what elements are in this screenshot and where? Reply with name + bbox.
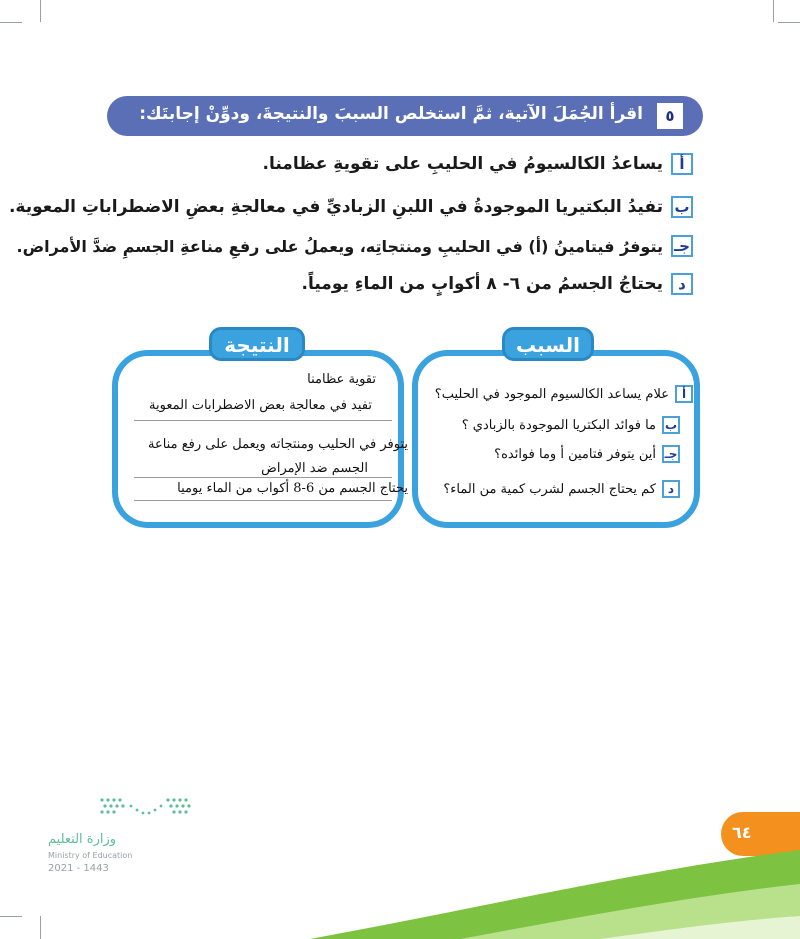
crop-mark: [778, 22, 800, 23]
question-header: [107, 96, 703, 136]
crop-mark: [0, 22, 22, 23]
cause-item: [435, 383, 693, 405]
crop-mark: [40, 0, 41, 22]
question-number: ٥: [657, 103, 683, 129]
crop-mark: [773, 0, 774, 22]
page-number: ٦٤: [732, 823, 752, 842]
cause-text: كم يحتاج الجسم لشرب كمية من الماء؟: [443, 481, 656, 497]
ministry-name-ar: وزارة التعليم: [48, 832, 117, 847]
cause-frame: [412, 350, 700, 528]
sentence-text: يحتاجُ الجسمُ من ٦- ٨ أكوابٍ من الماءِ يومياً.: [301, 274, 663, 294]
cause-title: السبب: [502, 327, 594, 361]
question-instruction: اقرأ الجُمَلَ الآتية، ثمَّ استخلص السببَ والنتيجةَ، ودوِّنْ إجابتَك:: [139, 104, 643, 124]
sentence-label: أ: [671, 153, 693, 175]
sentence-label: د: [671, 273, 693, 295]
cause-text: علام يساعد الكالسيوم الموجود في الحليب؟: [434, 386, 669, 402]
cause-item: [462, 414, 680, 436]
effect-underline: [134, 500, 392, 501]
sentence-text: تفيدُ البكتيريا الموجودةُ في اللبنِ الزباديِّ في معالجةِ بعضِ الاضطراباتِ المعوية.: [8, 197, 663, 217]
sentence-item: [9, 193, 693, 221]
cause-text: أين يتوفر فتامين أ وما فوائده؟: [494, 446, 656, 462]
effect-underline: [134, 420, 392, 421]
effect-line: تقوية عظامنا: [307, 372, 376, 387]
decorative-swoosh: [0, 850, 800, 939]
cause-label: د: [662, 480, 680, 498]
effect-title: النتيجة: [209, 327, 305, 361]
sentence-text: يتوفرُ فيتامينُ (أ) في الحليبِ ومنتجاتِه، ويعملُ على رفعِ مناعةِ الجسمِ ضدَّ الأمراض.: [16, 236, 663, 256]
effect-line: تفيد في معالجة بعض الاضطرابات المعوية: [149, 398, 372, 413]
sentence-text: يساعدُ الكالسيومُ في الحليبِ على تقويةِ عظامنا.: [262, 154, 663, 174]
cause-text: ما فوائد البكتريا الموجودة بالزبادي ؟: [461, 417, 656, 433]
effect-underline: [134, 477, 392, 478]
sentence-label: جـ: [671, 235, 693, 257]
effect-line: يحتاج الجسم من 6-8 أكواب من الماء يوميا: [177, 481, 408, 496]
ministry-name-en: Ministry of Education: [48, 851, 133, 860]
sentence-item: [263, 150, 693, 178]
cause-label: أ: [675, 385, 693, 403]
effect-line: الجسم ضد الإمراض: [261, 461, 368, 476]
sentence-label: ب: [671, 196, 693, 218]
cause-label: ب: [662, 416, 680, 434]
cause-item: [443, 478, 680, 500]
cause-label: جـ: [662, 445, 680, 463]
edition-year: 2021 - 1443: [48, 863, 109, 874]
effect-line: يتوفر في الحليب ومنتجاته ويعمل على رفع مناعة: [147, 437, 408, 452]
sentence-item: [17, 232, 694, 260]
cause-item: [494, 443, 680, 465]
sentence-item: [302, 270, 693, 298]
ministry-logo-icon: [98, 796, 194, 820]
